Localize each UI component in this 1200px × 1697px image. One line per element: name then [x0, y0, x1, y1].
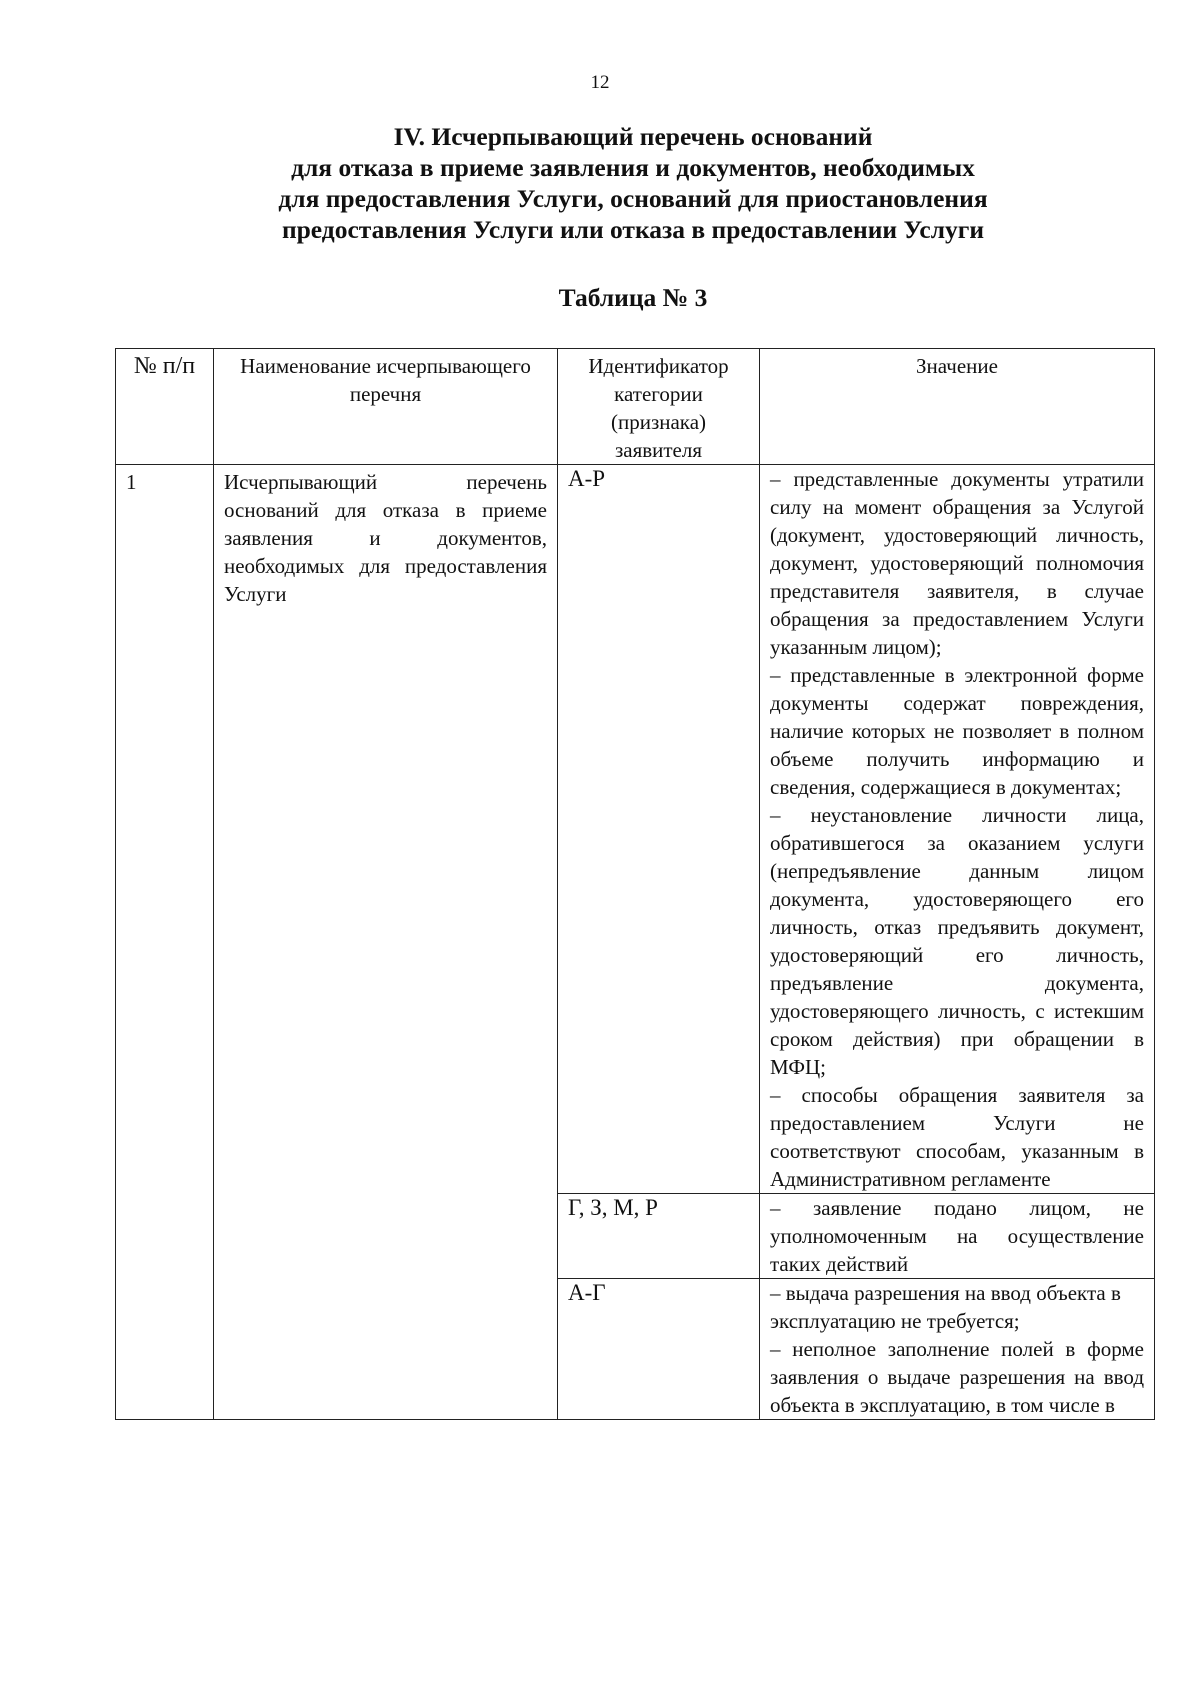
section-title-line: IV. Исчерпывающий перечень оснований: [393, 122, 873, 151]
section-title: [0, 121, 1200, 245]
grounds-table: [115, 348, 1155, 1420]
section-title-line: для предоставления Услуги, оснований для приостановления: [278, 184, 988, 213]
identifier-cell: Г, З, М, Р: [558, 1194, 760, 1279]
value-item: – неустановление личности лица, обратившегося за оказанием услуги (непредъявление данным лицом документа, удостоверяющего его личность, отказ предъявить документ, удостоверяющий его личность, предъявление документа, удостоверяющего личность, с истекшим сроком действия) при обращении в МФЦ;: [770, 803, 1144, 1079]
page-number: 12: [590, 72, 610, 93]
header-value: Значение: [760, 349, 1155, 465]
section-title-line: предоставления Услуги или отказа в предоставлении Услуги: [281, 215, 985, 244]
value-cell: [760, 1194, 1155, 1279]
row-number: 1: [116, 465, 214, 1420]
value-cell: [760, 1279, 1155, 1420]
section-title-line: для отказа в приеме заявления и документов, необходимых: [291, 153, 975, 182]
table-row: [116, 465, 1155, 1194]
value-item: – выдача разрешения на ввод объекта в эксплуатацию не требуется;: [770, 1281, 1121, 1333]
header-identifier: Идентификатор категории (признака) заявителя: [558, 349, 760, 465]
value-item: – представленные документы утратили силу на момент обращения за Услугой (документ, удостоверяющий личность, документ, удостоверяющий полномочия представителя заявителя, в случае обращения за предоставлением Услуги указанным лицом);: [770, 467, 1144, 659]
value-item: – неполное заполнение полей в форме заявления о выдаче разрешения на ввод объекта в эксплуатацию, в том числе в: [770, 1337, 1144, 1417]
value-cell: [760, 465, 1155, 1194]
table-caption: Таблица № 3: [558, 283, 708, 312]
identifier-cell: А-Р: [558, 465, 760, 1194]
identifier-cell: А-Г: [558, 1279, 760, 1420]
header-number: № п/п: [116, 349, 214, 465]
header-list-name: Наименование исчерпывающего перечня: [214, 349, 558, 465]
value-item: – заявление подано лицом, не уполномоченным на осуществление таких действий: [770, 1196, 1144, 1276]
value-item: – способы обращения заявителя за предоставлением Услуги не соответствуют способам, указанным в Административном регламенте: [770, 1083, 1144, 1191]
row-list-name: Исчерпывающий перечень оснований для отказа в приеме заявления и документов, необходимых для предоставления Услуги: [214, 465, 558, 1420]
value-item: – представленные в электронной форме документы содержат повреждения, наличие которых не позволяет в полном объеме получить информацию и сведения, содержащиеся в документах;: [770, 663, 1144, 799]
table-header-row: [116, 349, 1155, 465]
